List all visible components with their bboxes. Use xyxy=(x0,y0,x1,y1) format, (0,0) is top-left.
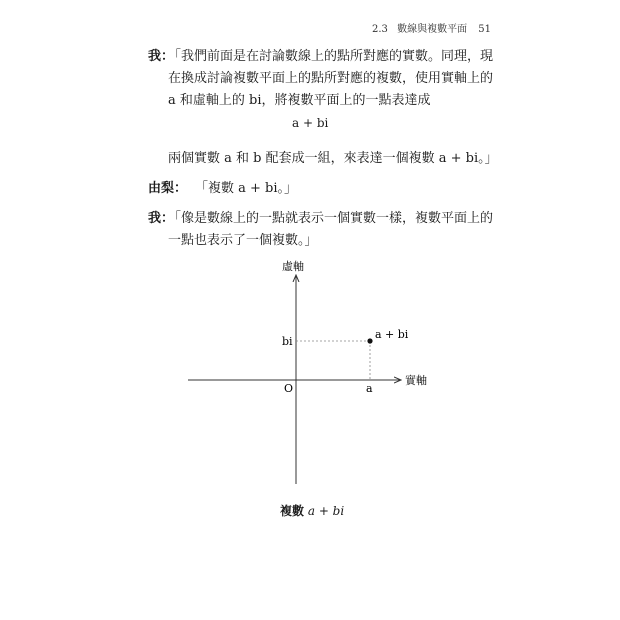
dialogue-line: 「像是數線上的一點就表示一個實數一樣，複數平面上的 xyxy=(168,211,494,226)
figure-caption xyxy=(280,502,344,519)
formula-display: a + bi xyxy=(292,116,329,130)
dialogue-speaker-me-2: 我： xyxy=(148,211,175,226)
page-number: 51 xyxy=(478,24,492,35)
dialogue-speaker-me-1: 我： xyxy=(148,49,175,64)
x-tick-label: a xyxy=(366,382,373,395)
imaginary-axis-label: 虛軸 xyxy=(282,260,304,273)
dialogue-line: a 和虛軸上的 bi，將複數平面上的一點表達成 xyxy=(168,93,431,108)
dialogue-line: 在換成討論複數平面上的點所對應的複數，使用實軸上的 xyxy=(168,71,494,86)
origin-label: O xyxy=(284,382,294,395)
dialogue-speaker-yuri: 由梨： xyxy=(148,181,188,196)
point-a-plus-bi xyxy=(367,338,372,343)
section-number: 2.3 xyxy=(372,24,388,35)
caption-formula: a + bi xyxy=(307,504,345,518)
dialogue-line: 「我們前面是在討論數線上的點所對應的實數。同理，現 xyxy=(168,49,494,64)
dialogue-line: 「複數 a + bi。」 xyxy=(195,181,298,196)
dialogue-line: 一點也表示了一個複數。」 xyxy=(168,233,318,248)
dialogue-line: 兩個實數 a 和 b 配套成一組，來表達一個複數 a + bi。」 xyxy=(168,151,498,166)
point-label: a + bi xyxy=(375,328,409,341)
y-tick-label: bi xyxy=(282,335,293,348)
real-axis-label: 實軸 xyxy=(405,374,427,387)
section-title: 數線與複數平面 xyxy=(397,24,468,35)
caption-bold: 複數 xyxy=(280,504,305,518)
